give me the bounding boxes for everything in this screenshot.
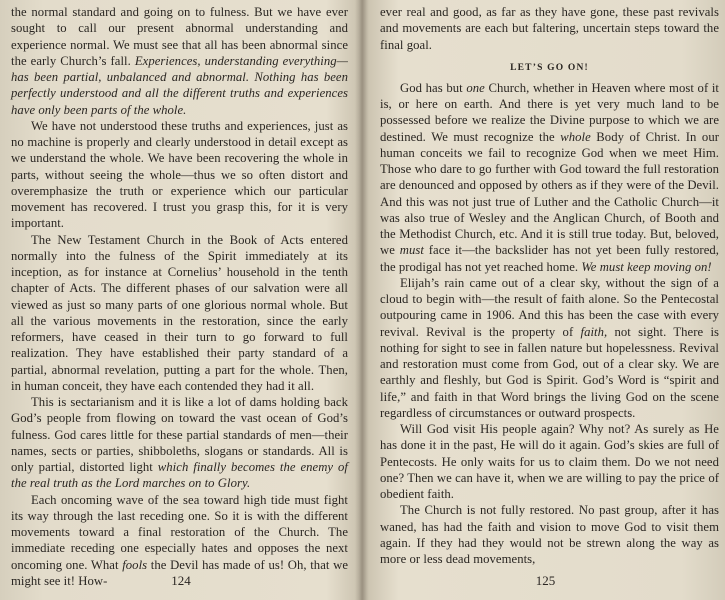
right-page [366, 0, 725, 600]
text-run: ever real and good, as far as they have gone, these past revivals and movements are each but faltering, uncertain steps toward the final goal. [380, 5, 719, 52]
paragraph [11, 232, 348, 395]
text-run: face it—the backslider has not yet been fully restored, the prodigal has not yet reached home. [380, 243, 719, 274]
italic-text: fools [122, 557, 148, 572]
paragraph [380, 502, 719, 567]
paragraph [380, 275, 719, 421]
page-number-left: 124 [171, 573, 191, 588]
page-number-right: 125 [535, 573, 556, 588]
continued-paragraph [380, 4, 719, 53]
paragraph [11, 118, 348, 232]
text-run: the Devil has made of us! Oh, that we might see it! How- [11, 557, 348, 588]
italic-text: one [466, 80, 485, 95]
left-page [0, 0, 362, 600]
text-run: The New Testament Church in the Book of Acts entered normally into the fulness of the Spirit immediately at its inception, as for instance at Cornelius’ household in the tenth chapter of Acts. The different phases of our salvation were all viewed as just so many parts of one glorious normal whole. But all the various movements in the restoration, since the early reformers, have ceased in their turn to go forward to full realization. They have established their party standard of a partial, abnormal revelation, putting a part for the whole. Then, in human conceit, they have each contended they had it all. [11, 232, 348, 393]
text-run: We have not understood these truths and experiences, just as no machine is properly and clearly understood in detail except as we understand the whole. We have been recovering the whole in parts, without seeing the whole—thus we so often distort and overemphasize the truth or experience which our particular movement has recovered. I trust you grasp this, for it is very important. [11, 118, 348, 231]
text-run: Body of Christ. In our human conceits we fail to recognize God when we meet Him. Those who dare to go further with God toward the full restoration are denounced and opposed by others as if they were of the Devil. And this was not just true of Luther and the Catholic Church—it was also true of Wesley and the Anglican Church, of Booth and the Methodist Church, etc. And it is still true today. But, beloved, we [380, 129, 719, 258]
text-run: God has but [400, 80, 467, 95]
text-run: This is sectarianism and it is like a lot of dams holding back God’s people from flowing on toward the vast ocean of God’s fulness. God cares little for these partial standards of men—their names, sects or parties, shibboleths, slogans or standards. All is only partial, distorted light [11, 395, 348, 474]
text-run: Elijah’s rain came out of a clear sky, without the sign of a cloud to begin with—the result of faith alone. So the Pentecostal outpouring came in 1906. And this has been the case with every revival. Revival is the property of [380, 275, 719, 339]
italic-text: We must keep moving on! [581, 259, 712, 274]
section-body [380, 80, 719, 568]
paragraph [11, 394, 348, 492]
text-run: Church, whether in Heaven where most of it is, or here on earth. And there is yet very much land to be possessed before we realize the Divine purpose to which we are destined. We must recognize the [380, 80, 720, 144]
text-run: The Church is not fully restored. No past group, after it has waned, has had the faith and vision to move God to visit them again. If they had they would not be strewn along the way as more or less dead movements, [380, 503, 719, 566]
italic-text: must [399, 243, 424, 258]
italic-text: which finally becomes the enemy of the real truth as the Lord marches on to Glory. [11, 460, 348, 491]
text-run: Each oncoming wave of the sea toward high tide must fight its way through the last receding one. So it is with the different movements toward a final restoration of the Church. The immediate receding one especially hates and opposes the next oncoming one. What [11, 492, 348, 572]
paragraph [11, 4, 348, 118]
text-run: Will God visit His people again? Why not? As surely as He has done it in the past, He will do it again. God’s skies are full of Pentecosts. He only waits for us to claim them. Do we not need one? Then we can have it, when we are willing to pay the price of obedient faith. [380, 422, 719, 501]
right-page-body [380, 4, 719, 567]
section-heading: LET’S GO ON! [510, 62, 589, 73]
italic-text: whole [560, 129, 591, 144]
italic-text: Experiences, understanding everything—has been partial, unbalanced and abnormal. Nothing has been perfectly understood and all the different truths and experiences have only been parts of the whole. [11, 53, 349, 117]
text-run: not sight. There is nothing for sight to see in fallen nature but hopelessness. Revival and restoration must come from God, out of a clear sky. We are earthly and fleshly, but God is Spirit. God’s Word is “spirit and life,” and faith in that Word brings the living God on the scene regardless of circumstances or outward prospects. [380, 324, 720, 420]
paragraph [380, 80, 719, 275]
left-page-body [11, 4, 348, 589]
paragraph [380, 421, 719, 502]
text-run: the normal standard and going on to fulness. But we have ever sought to call our present abnormal understanding and experience normal. We must see that all has been abnormal since the early Church’s fall. [11, 5, 348, 68]
italic-text: faith, [580, 324, 608, 339]
